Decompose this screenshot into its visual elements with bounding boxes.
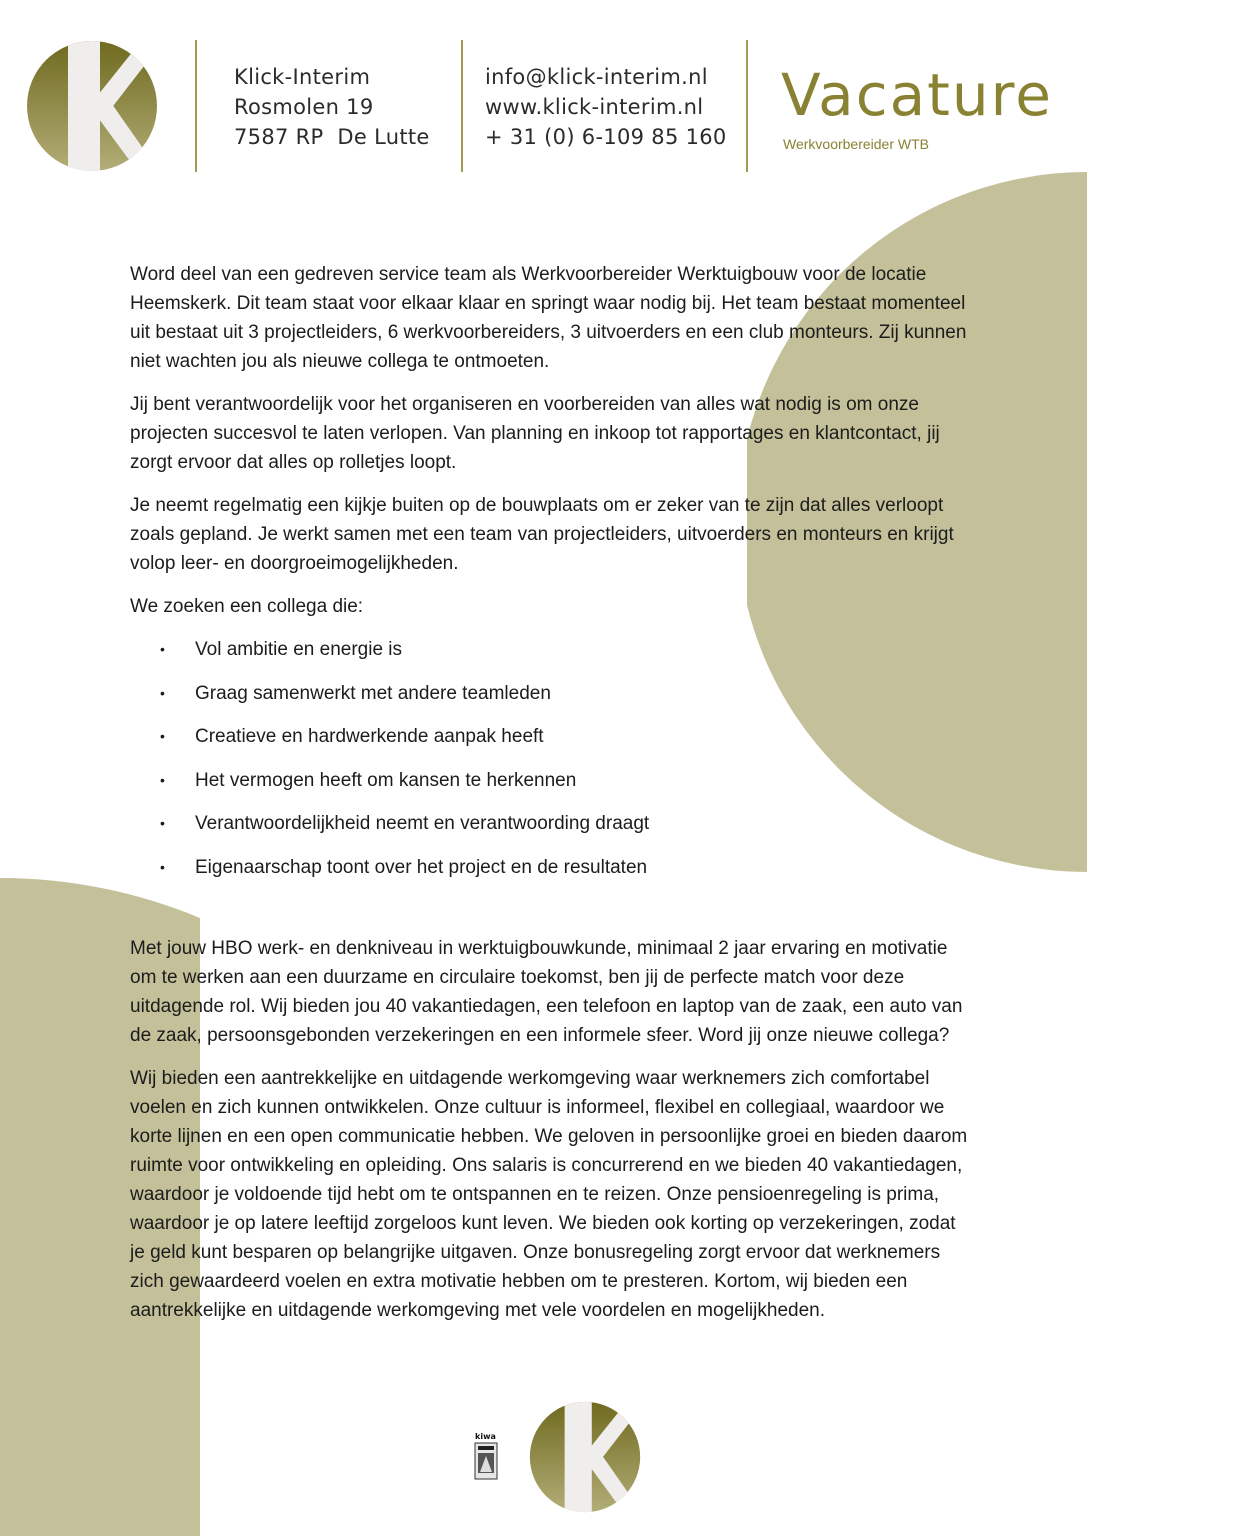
klick-logo (26, 40, 158, 172)
header-divider-3 (746, 40, 748, 172)
list-item: • Graag samenwerkt met andere teamleden (130, 679, 970, 708)
list-item: • Vol ambitie en energie is (130, 635, 970, 664)
company-city: 7587 RP De Lutte (234, 125, 430, 149)
list-item: • Eigenaarschap toont over het project en de resultaten (130, 853, 970, 882)
kiwa-certification-logo (474, 1430, 500, 1482)
header-divider-2 (461, 40, 463, 172)
company-contact (485, 62, 727, 152)
requirements-list (130, 635, 970, 882)
klick-logo-footer (529, 1401, 641, 1513)
paragraph-offer: Wij bieden een aantrekkelijke en uitdagende werkomgeving waar werknemers zich comfortabel voelen en zich kunnen ontwikkelen. Onze cultuur is informeel, flexibel en collegiaal, waardoor we korte lijnen en een open communicatie hebben. We geloven in persoonlijke groei en bieden daarom ruimte voor ontwikkeling en opleiding. Ons salaris is concurrerend en we bieden 40 vakantiedagen, waardoor je voldoende tijd hebt om te ontspannen en te reizen. Onze pensioenregeling is prima, waardoor je op latere leeftijd zorgeloos kunt leven. We bieden ook korting op verzekeringen, zodat je geld kunt besparen op belangrijke uitgaven. Onze bonusregeling zorgt ervoor dat werknemers zich gewaardeerd voelen en extra motivatie hebben om te presteren. Kortom, wij bieden een aantrekkelijke en uitdagende werkomgeving met vele voordelen en mogelijkheden. (130, 1068, 968, 1321)
vacancy-role: Werkvoorbereider WTB (783, 136, 930, 152)
kiwa-label: kiwa (475, 1432, 496, 1441)
header-divider-1 (195, 40, 197, 172)
company-email[interactable]: info@klick-interim.nl (485, 65, 708, 89)
company-website[interactable]: www.klick-interim.nl (485, 95, 704, 119)
paragraph-responsibilities: Jij bent verantwoordelijk voor het organiseren en voorbereiden van alles wat nodig is om onze projecten succesvol te laten verlopen. Van planning en inkoop tot rapportages en klantcontact, jij zorgt ervoor dat alles op rolletjes loopt. (130, 394, 940, 473)
paragraph-list-intro: We zoeken een collega die: (130, 596, 364, 617)
vacancy-body (130, 260, 970, 1339)
paragraph-profile: Met jouw HBO werk- en denkniveau in werktuigbouwkunde, minimaal 2 jaar ervaring en motivatie om te werken aan een duurzame en circulaire toekomst, ben jij de perfecte match voor deze uitdagende rol. Wij bieden jou 40 vakantiedagen, een telefoon en laptop van de zaak, een auto van de zaak, persoonsgebonden verzekeringen en een informele sfeer. Word jij onze nieuwe collega? (130, 938, 963, 1046)
list-item: • Creatieve en hardwerkende aanpak heeft (130, 722, 970, 751)
list-item: • Verantwoordelijkheid neemt en verantwoording draagt (130, 809, 970, 838)
company-name: Klick-Interim (234, 65, 371, 89)
list-item: • Het vermogen heeft om kansen te herkennen (130, 766, 970, 795)
paragraph-worksite: Je neemt regelmatig een kijkje buiten op de bouwplaats om er zeker van te zijn dat alles verloopt zoals gepland. Je werkt samen met een team van projectleiders, uitvoerders en monteurs en krijgt volop leer- en doorgroeimogelijkheden. (130, 495, 954, 574)
spacer (130, 896, 970, 934)
company-address (234, 62, 430, 152)
vacancy-heading: Vacature (781, 61, 1053, 129)
paragraph-intro: Word deel van een gedreven service team als Werkvoorbereider Werktuigbouw voor de locatie Heemskerk. Dit team staat voor elkaar klaar en springt waar nodig bij. Het team bestaat momenteel uit bestaat uit 3 projectleiders, 6 werkvoorbereiders, 3 uitvoerders en een club monteurs. Zij kunnen niet wachten jou als nieuwe collega te ontmoeten. (130, 264, 967, 372)
company-street: Rosmolen 19 (234, 95, 374, 119)
company-phone: + 31 (0) 6-109 85 160 (485, 125, 727, 149)
